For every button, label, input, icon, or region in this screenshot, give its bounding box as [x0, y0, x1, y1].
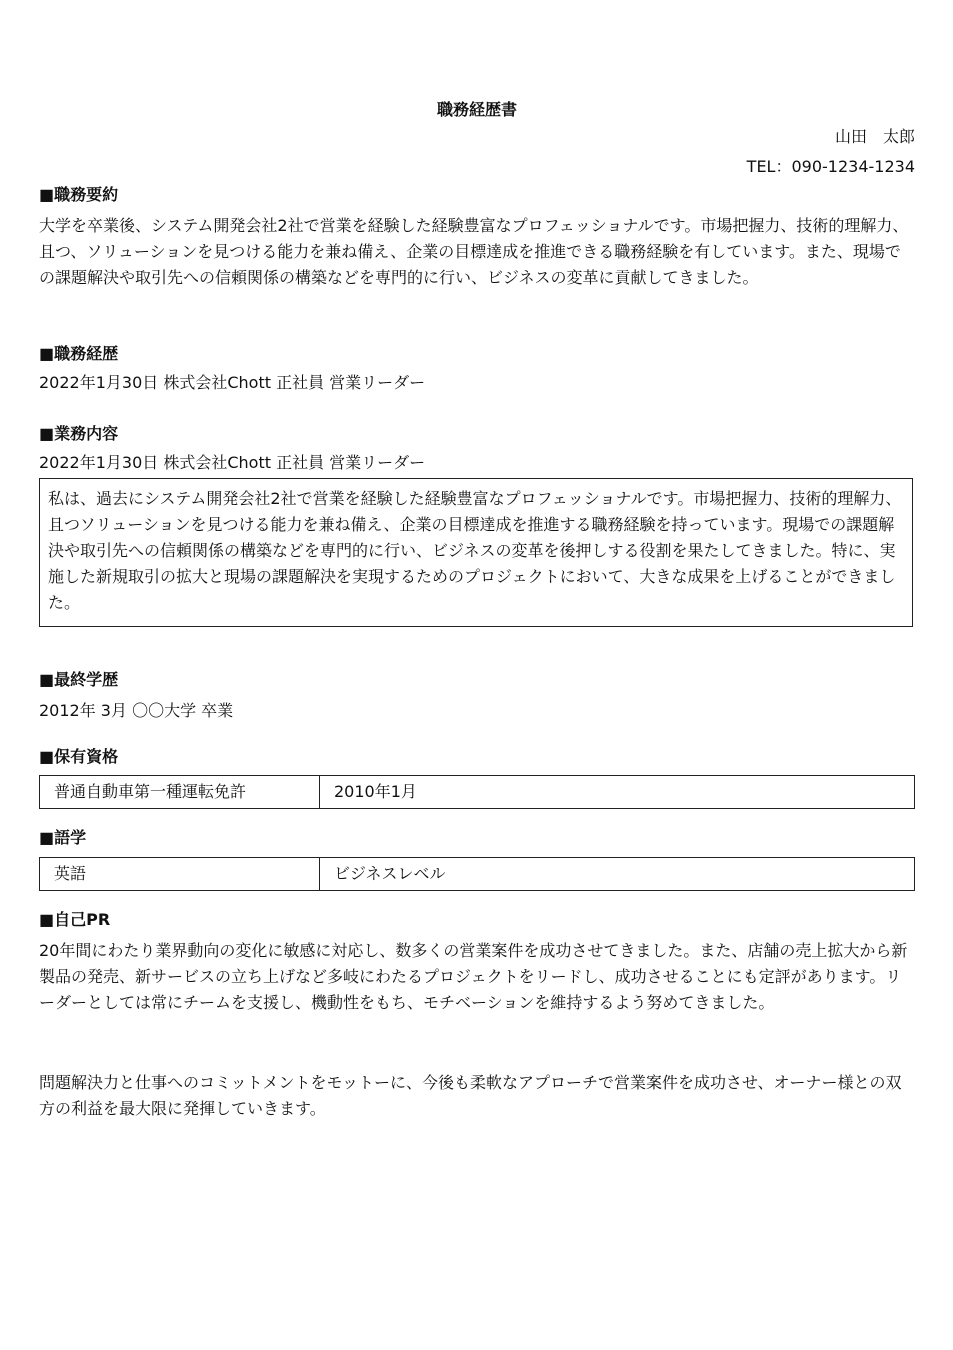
- education-heading: ■最終学歴: [39, 670, 119, 689]
- education-entry: 2012年 3月 〇〇大学 卒業: [39, 701, 234, 720]
- document-title: 職務経歴書: [436, 100, 517, 119]
- languages-heading: ■語学: [39, 828, 87, 847]
- duties-entry: 2022年1月30日 株式会社Chott 正社員 営業リーダー: [39, 453, 426, 472]
- language-name: 英語: [40, 858, 320, 890]
- summary-heading: ■職務要約: [39, 185, 119, 204]
- applicant-tel: TEL：090-1234-1234: [746, 157, 915, 176]
- duties-description-box: 私は、過去にシステム開発会社2社で営業を経験した経験豊富なプロフェッショナルです。市場把握力、技術的理解力、且つソリューションを見つける能力を兼ね備え、企業の目標達成を推進する職務経験を持っています。現場での課題解決や取引先への信頼関係の構築などを専門的に行い、ビジネスの変革を後押しする役割を果たしてきました。特に、実施した新規取引の拡大と現場の課題解決を実現するためのプロジェクトにおいて、大きな成果を上げることができました。: [39, 478, 913, 627]
- qualifications-table: [39, 775, 915, 809]
- duties-heading: ■業務内容: [39, 424, 119, 443]
- languages-table: [39, 857, 915, 891]
- qualifications-heading: ■保有資格: [39, 747, 119, 766]
- history-heading: ■職務経歴: [39, 344, 119, 363]
- pr-paragraph-1: 20年間にわたり業界動向の変化に敏感に対応し、数多くの営業案件を成功させてきました。また、店舗の売上拡大から新製品の発売、新サービスの立ち上げなど多岐にわたるプロジェクトをリードし、成功させることにも定評があります。リーダーとしては常にチームを支援し、機動性をもち、モチベーションを維持するよう努めてきました。: [39, 941, 908, 1012]
- applicant-name: 山田 太郎: [834, 127, 915, 146]
- history-entry: 2022年1月30日 株式会社Chott 正社員 営業リーダー: [39, 373, 426, 392]
- summary-text: 大学を卒業後、システム開発会社2社で営業を経験した経験豊富なプロフェッショナルです。市場把握力、技術的理解力、且つ、ソリューションを見つける能力を兼ね備え、企業の目標達成を推進できる職務経験を有しています。また、現場での課題解決や取引先への信頼関係の構築などを専門的に行い、ビジネスの変革に貢献してきました。: [39, 216, 909, 287]
- language-level: ビジネスレベル: [334, 864, 446, 883]
- pr-heading: ■自己PR: [39, 910, 111, 929]
- pr-paragraph-2: 問題解決力と仕事へのコミットメントをモットーに、今後も柔軟なアプローチで営業案件を成功させ、オーナー様との双方の利益を最大限に発揮していきます。: [39, 1073, 902, 1118]
- qualification-date: 2010年1月: [334, 782, 417, 801]
- qualification-name: 普通自動車第一種運転免許: [40, 776, 320, 808]
